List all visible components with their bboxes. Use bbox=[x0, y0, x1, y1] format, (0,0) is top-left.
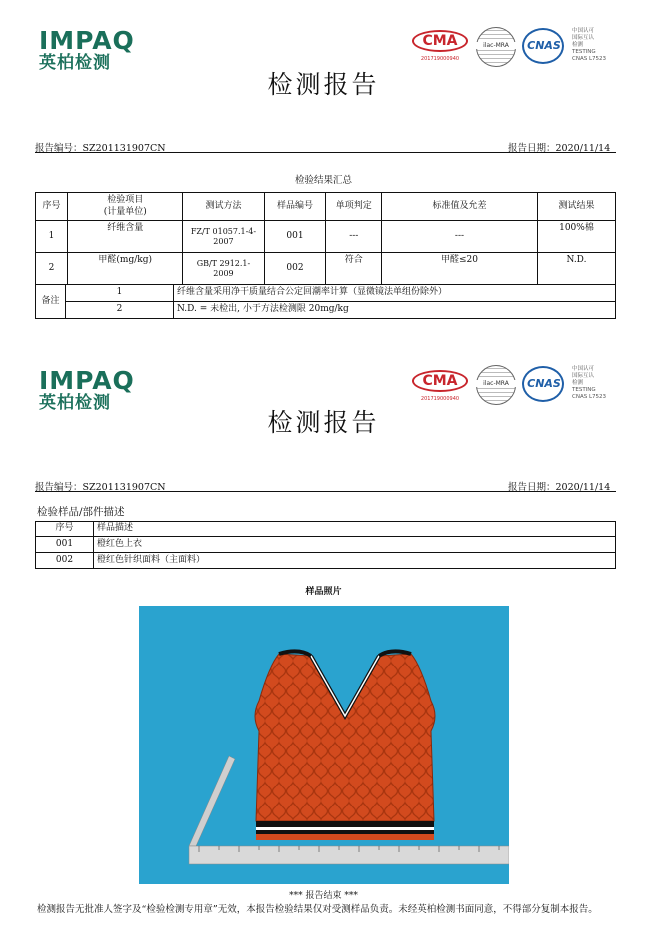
remark-row: 备注 1 纤维含量采用净干质量结合公定回潮率计算（显微镜法单组份除外） bbox=[36, 285, 616, 302]
table-row: 001 橙红色上衣 bbox=[36, 537, 616, 553]
table-row: 1 纤维含量 FZ/T 01057.1-4- 2007 001 --- --- 100%棉 bbox=[36, 221, 616, 253]
report-number: 报告编号：SZ201131907CN bbox=[35, 143, 166, 154]
cma-logo: CMA 201719000940 bbox=[410, 30, 470, 66]
ilac-logo: ilac-MRA bbox=[476, 27, 516, 67]
ilac-logo: ilac-MRA bbox=[476, 365, 516, 405]
cma-logo: CMA 201719000940 bbox=[410, 370, 470, 406]
report-title: 检测报告 bbox=[267, 408, 380, 437]
sample-photo bbox=[139, 606, 509, 884]
end-of-report: *** 报告结束 *** bbox=[289, 891, 358, 901]
footer-note: 检测报告无批准人签字及“检验检测专用章”无效，本报告检验结果仅对受测样品负责。未经英柏检测书面同意，不得部分复制本报告。 bbox=[37, 904, 598, 915]
table-row: 002 橙红色针织面料（主面料） bbox=[36, 553, 616, 569]
remarks-label: 备注 bbox=[36, 285, 66, 319]
cnas-logo: CNAS bbox=[522, 366, 566, 404]
logo-chinese: 英柏检测 bbox=[39, 393, 111, 413]
logo-chinese: 英柏检测 bbox=[39, 53, 111, 73]
cnas-text-block: 中国认可 国际互认 检测 TESTING CNAS L7523 bbox=[572, 366, 607, 400]
divider bbox=[35, 491, 616, 492]
cnas-logo: CNAS bbox=[522, 28, 566, 66]
cnas-text-block: 中国认可 国际互认 检测 TESTING CNAS L7523 bbox=[572, 28, 607, 62]
report-date: 报告日期：2020/11/14 bbox=[508, 143, 611, 154]
table-row: 2 甲醛(mg/kg) GB/T 2912.1- 2009 002 符合 甲醛≤20 N.D. bbox=[36, 253, 616, 285]
remarks-table bbox=[35, 284, 616, 319]
samples-heading: 检验样品/部件描述 bbox=[37, 506, 125, 518]
samples-table bbox=[35, 521, 616, 569]
photo-caption: 样品照片 bbox=[305, 587, 342, 597]
divider bbox=[35, 152, 616, 153]
summary-caption: 检验结果汇总 bbox=[294, 175, 352, 186]
remark-row: 2 N.D. = 未检出, 小于方法检测限 20mg/kg bbox=[36, 302, 616, 319]
table-header-row: 序号 检验项目 (计量单位) 测试方法 样品编号 单项判定 标准值及允差 测试结果 bbox=[36, 193, 616, 221]
report-date: 报告日期：2020/11/14 bbox=[508, 482, 611, 493]
report-title: 检测报告 bbox=[267, 70, 380, 99]
summary-table bbox=[35, 192, 616, 285]
report-number: 报告编号：SZ201131907CN bbox=[35, 482, 166, 493]
table-header-row: 序号 样品描述 bbox=[36, 522, 616, 537]
logo-text: IMPAQ bbox=[39, 26, 135, 55]
sweater-vest bbox=[255, 651, 435, 840]
logo-text: IMPAQ bbox=[39, 366, 135, 395]
